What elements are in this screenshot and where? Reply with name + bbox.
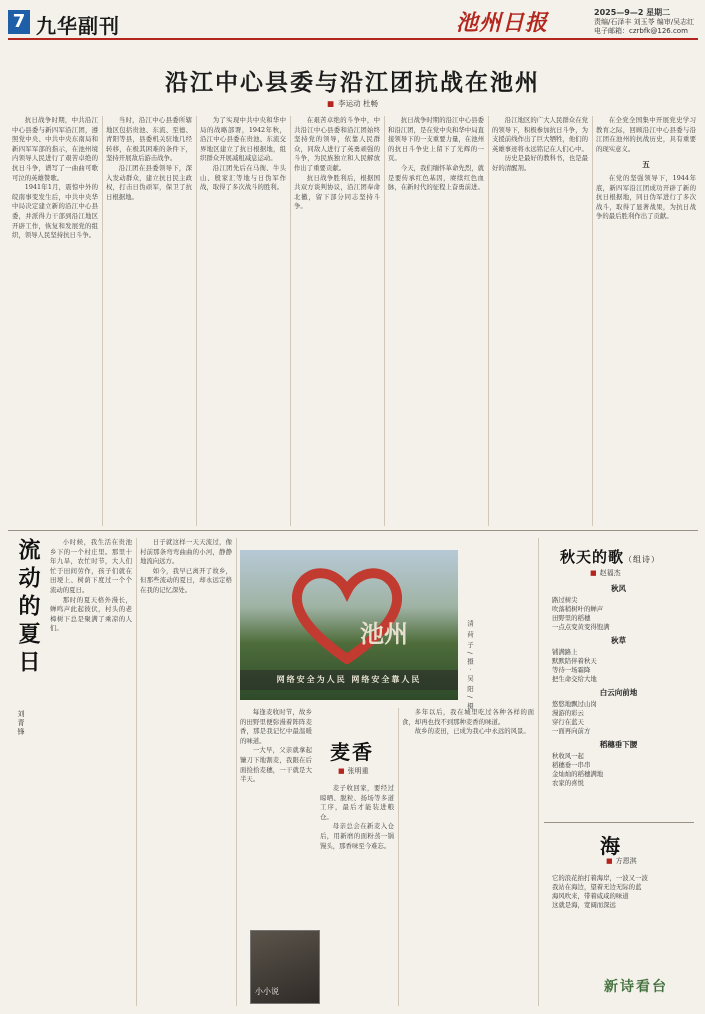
lead-column-5: 抗日战争时期的沿江中心县委和沿江团，是在党中央和华中局直接领导下的一支重要力量，在池州的抗日斗争史上留下了光辉的一页。 今天，我们缅怀革命先烈，就是要传承红色基因，赓续红色血脉，在新时代的征程上奋勇前进。 (388, 116, 484, 192)
lead-byline: ■ 李运动 杜畅 (327, 99, 378, 108)
sea-poem-title: 海 (600, 834, 620, 858)
sea-poem-body: 它的浪花拍打着海岸，一波又一波 我站在海边，望着无边无际的蓝 海风吹来，带着咸咸的味道 这就是海，宽阔而深远 (552, 874, 648, 909)
essay-illustration (250, 930, 320, 1004)
lead-column-2: 当时，沿江中心县委所辖地区包括贵池、东流、至德、青阳等县，县委机关驻地几经转移，在极其困难的条件下，坚持开展敌后游击战争。 沿江团在县委领导下，深入发动群众，建立抗日民主政权，打击日伪顽军，保卫了抗日根据地。 (106, 116, 192, 201)
lead-column-7: 在全党全国集中开展党史学习教育之际，回顾沿江中心县委与沿江团在池州的抗战历史，具有重要的现实意义。 五 在党的坚强领导下，1944年底，新四军沿江团成功开辟了新的抗日根据地，同日伪军进行了多次战斗，取得了显著战果，为抗日战争的最后胜利作出了贡献。 (596, 116, 696, 221)
lead-column-1: 抗日战争时期，中共沿江中心县委与新四军沿江团，遵照党中央、中共中央东南局和新四军军部的指示，在池州境内领导人民进行了艰苦卓绝的抗日斗争，谱写了一曲曲可歌可泣的英雄赞歌。 1941年1月，震惊中外的皖南事变发生后，中共中央华中局决定建立新的沿江中心县委，并派得力干部到沿江地区开辟工作，恢复和发展党的组织，领导人民坚持抗日斗争。 (12, 116, 98, 240)
story-author: 刘青锋 (17, 710, 25, 737)
editors: 责编/石泽丰 刘玉苓 编审/吴志红 (594, 17, 695, 26)
poem-sub-heading: 秋草 (611, 636, 626, 645)
story-title: 流动的夏日 (15, 538, 41, 678)
essay-column-3: 多年以后，我在城里吃过各种各样的面食，却再也找不到那种麦香的味道。 故乡的麦田，已成为我心中永远的风景。 (402, 708, 534, 736)
email: 电子邮箱：czrbfk@126.com (594, 27, 688, 35)
photo-credit: 清 荷 子 / 摄 · 吴 阳 / 摄 (466, 620, 474, 710)
newspaper-masthead: 池州日报 (456, 10, 549, 36)
poem-title: 秋天的歌（组诗） (560, 548, 661, 566)
essay-title: 麦香 (330, 740, 374, 764)
story-column-2: 日子就这样一天天流过，像村前那条弯弯曲曲的小河，静静地流向远方。 如今，我早已离开了故乡，但那些流动的夏日，却永远定格在我的记忆深处。 (140, 538, 232, 594)
page-header (8, 6, 698, 40)
news-photo (240, 550, 458, 700)
lead-headline: 沿江中心县委与沿江团抗战在池州 (165, 69, 540, 96)
photo-banner: 网络安全为人民 网络安全靠人民 (240, 670, 458, 690)
poem-sub-heading: 秋风 (611, 584, 626, 593)
lead-column-3: 为了实现中共中央和华中局的战略部署，1942年秋，沿江中心县委在贵池、东流交界地区建立了抗日根据地，组织群众开展减租减息运动。 沿江团先后在马衙、牛头山、殷家汇等地与日伪军作战，取得了多次战斗的胜利。 (200, 116, 286, 192)
section-marker: 五 (642, 160, 650, 170)
essay-column-1: 每逢麦收时节，故乡的田野里便弥漫着阵阵麦香，那是我记忆中最温暖的味道。 一大早，父亲就拿起镰刀下地割麦，我跟在后面捡拾麦穗，一干就是大半天。 (240, 708, 312, 784)
issue-date: 2025—9—2 星期二 (594, 8, 671, 17)
essay-illustration-caption: 小小说 (255, 987, 279, 996)
section-title: 九华副刊 (36, 14, 120, 38)
lead-column-4: 在艰苦卓绝的斗争中，中共沿江中心县委和沿江团始终坚持党的领导，依靠人民群众，同敌人进行了英勇顽强的斗争，为民族独立和人民解放作出了重要贡献。 抗日战争胜利后，根据国共双方谈判协议，沿江团奉命北撤，留下部分同志坚持斗争。 (294, 116, 380, 211)
poem-sub-heading: 白云向前地 (599, 688, 638, 697)
lead-column-6: 沿江地区的广大人民群众在党的领导下，积极参加抗日斗争，为支援前线作出了巨大牺牲，他们的英雄事迹将永远铭记在人们心中。 历史是最好的教科书，也是最好的清醒剂。 (492, 116, 588, 172)
issue-meta (594, 8, 702, 37)
column-logo: 新诗看台 (604, 979, 668, 995)
sea-poem-author: ■ 方恩淇 (606, 857, 637, 865)
poem-sections: 秋风 路过树尖 吹落稍树叶的蝉声 田野里的稻穗 一点点变黄变得饱满 秋草 铺满路上 默默陪伴着秋天 等待一场霜降 把生命交给大地 白云向前地 悠悠地飘过山岗 漫游的彩云 穿行在蓝天 一面再向前方 稻穗垂下腰 秋收风一起 稻穗垂一串串 金灿灿的稻穗满地 农家的喜悦 (546, 580, 691, 788)
photo-sign-text: 池州 (360, 619, 408, 648)
poem-author: ■ 赵福杰 (590, 569, 621, 577)
poem-sub-heading: 稻穗垂下腰 (599, 740, 638, 749)
essay-author: ■ 张明重 (338, 767, 369, 775)
story-column-1: 小时候，我生活在贵池乡下的一个村庄里。那里十年九旱，农忙时节，大人们忙于田间劳作，孩子们就在田埂上、树荫下度过一个个流动的夏日。 那时的夏天格外漫长，蝉鸣声此起彼伏，村头的老樟树下总是聚满了乘凉的人们。 (50, 538, 132, 633)
essay-column-2: 麦子收回家，要经过晾晒、脱粒、扬场等多道工序，最后才能装进粮仓。 母亲总会在新麦入仓后，用新磨的面粉蒸一锅馒头，那香味至今难忘。 (320, 784, 394, 850)
page-number: 7 (8, 10, 30, 34)
